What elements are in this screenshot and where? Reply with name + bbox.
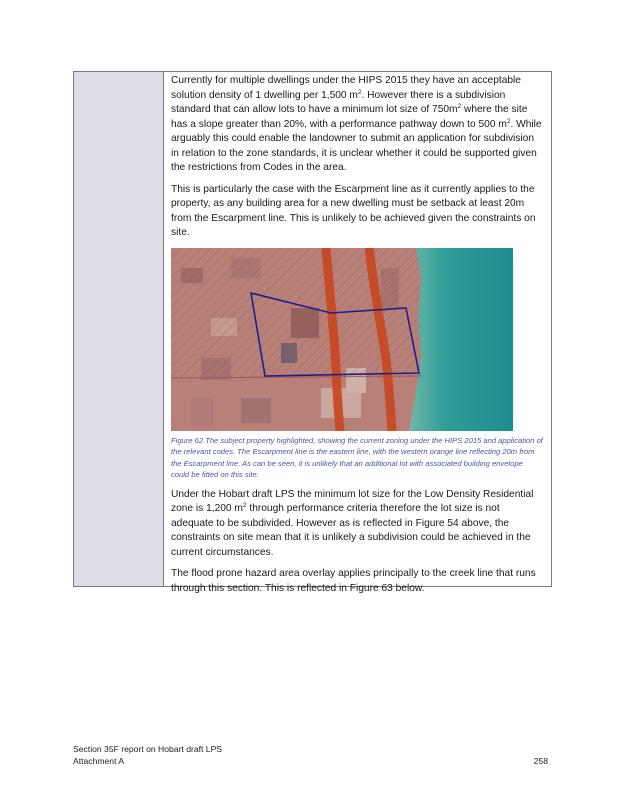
paragraph-lot-size-hips: Currently for multiple dwellings under the HIPS 2015 they have an acceptable solution density of 1 dwelling per 1,500 $m^2$. However there is a subdivision standard that can allow lots to have a minimum lot size of $750m^2$ where the site has a slope greater than 20%, with a performance pathway down to 500 $m^2$. While arguably this could enable the landowner to submit an application for subdivision in relation to the zone standards, it is unclear whether it could be supported given the restrictions from Codes in the area. [171, 75, 542, 173]
footer-attachment: Attachment A [73, 755, 125, 766]
paragraph-draft-lps: Under the Hobart draft LPS the minimum lot size for the Low Density Residential zone is 1,200 $m^2$ through performance criteria therefore the lot size is not adequate to be subdivided. However as is reflected in Figure 54 above, the constraints on site mean that it is unlikely a subdivision could be achieved in the current circumstances. [171, 488, 534, 558]
page-footer [73, 744, 548, 767]
aerial-zoning-map [171, 248, 513, 431]
table-content-cell [164, 72, 551, 594]
paragraph-escarpment: This is particularly the case with the Escarpment line as it currently applies to the property, as any building area for a new dwelling must be setback at least 20m from the Escarpment line. This is unlikely to be achieved given the constraints on site. [171, 183, 536, 238]
paragraph-flood-prone: The flood prone hazard area overlay applies principally to the creek line that runs through this section. This is reflected in Figure 63 below. [171, 568, 536, 594]
table-label-cell [74, 72, 164, 586]
content-table [73, 71, 552, 594]
sea-area [409, 248, 513, 431]
footer-report-title: Section 35F report on Hobart draft LPS [73, 744, 223, 754]
figure-caption: Figure 62 The subject property highlighted, showing the current zoning under the HIPS 2015 and application of the relevant codes. The Escarpment line is the eastern line, with the western orange line reflecting 20m from the Escarpment line. As can be seen, it is unlikely that an additional lot with associated building envelope could be fitted on this site. [171, 435, 543, 480]
page-number: 258 [533, 755, 548, 766]
